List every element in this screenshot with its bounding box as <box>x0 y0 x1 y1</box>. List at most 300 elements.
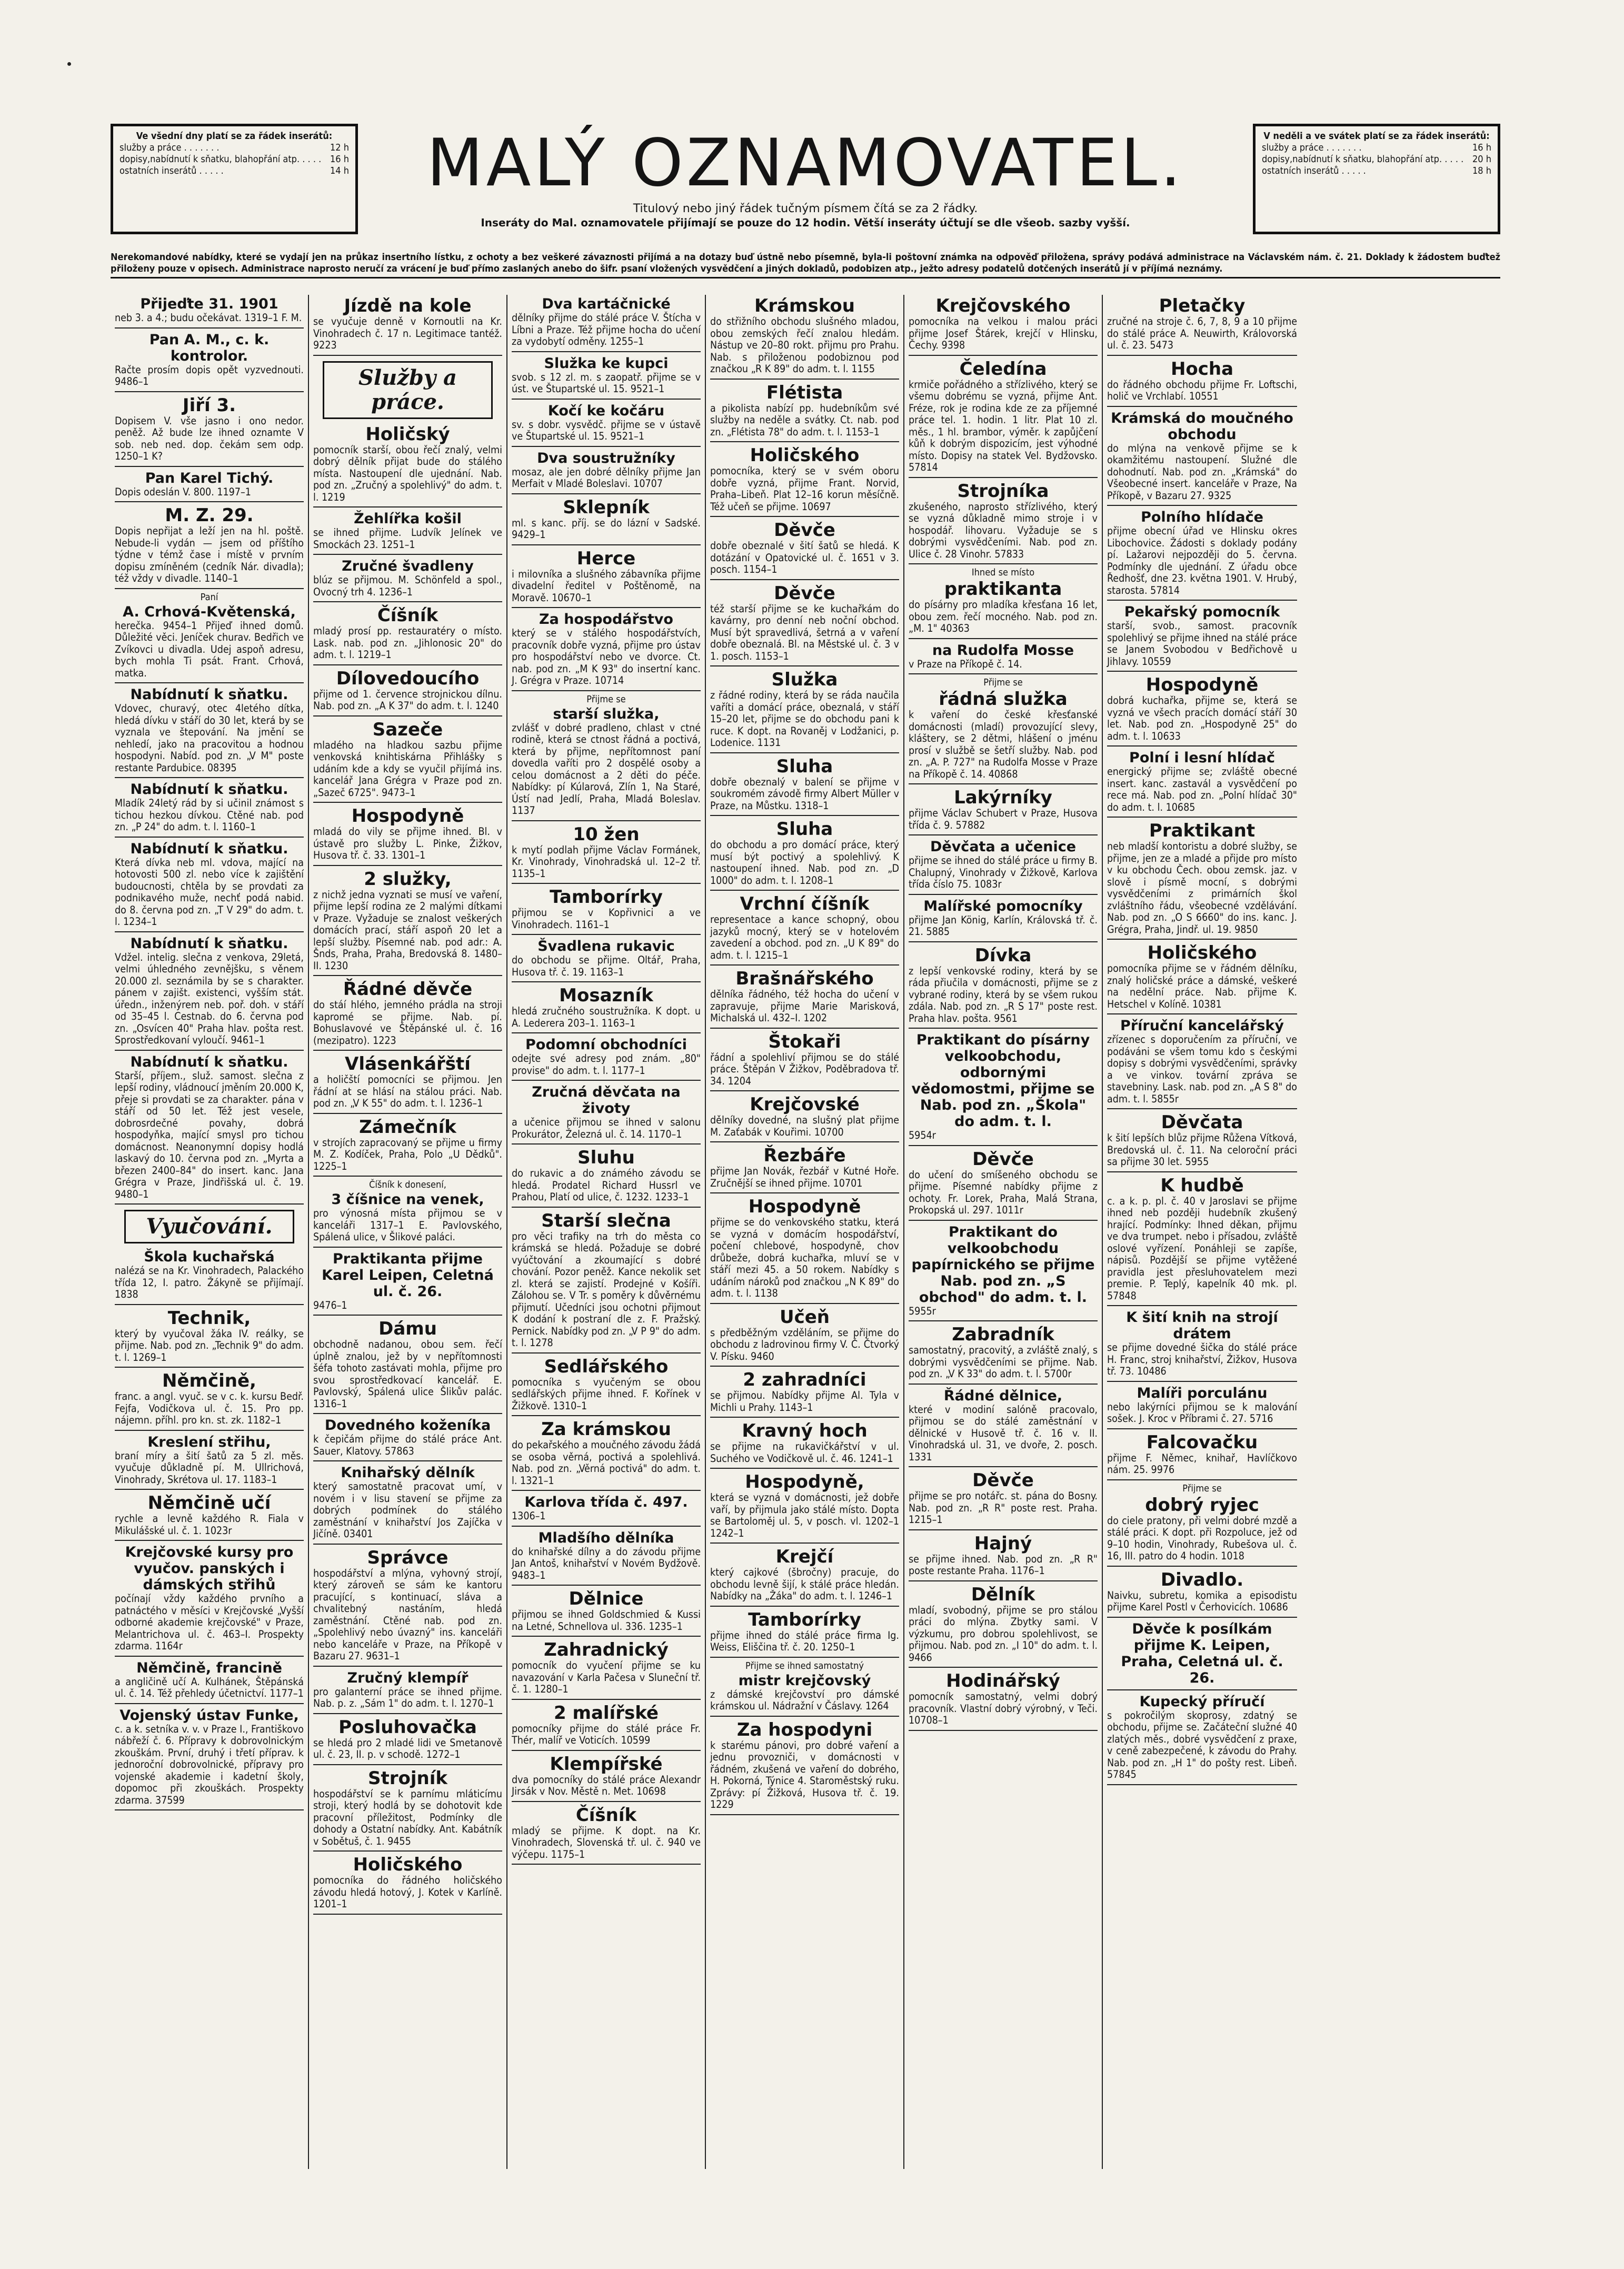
ad-heading: Hospodyně <box>351 805 464 827</box>
ad-heading: Polního hlídače <box>1141 509 1263 525</box>
ad-text: k vaření do české křesťanské domácnosti (mladí) provozující slevy, kláštery, se 2 dětmi, hlášení o jménu prosí v službě se šetří služby. Nab. pod zn. „A. P. 727" na Rudolfa Mosse v Praze na Příkopě č. 14. 40868 <box>909 709 1098 780</box>
classified-ad <box>1107 1176 1297 1302</box>
ad-text: z dámské krejčovství pro dámské krámskou ul. Nádražní v Čáslavy. 1264 <box>710 1688 899 1712</box>
ad-divider <box>1107 1108 1297 1109</box>
ad-divider <box>115 1430 304 1431</box>
ad-text: representace a kance schopný, obou jazyků mocný, který se v hotelovém zavedení a obchod. pod zn. „U K 89" do adm. t. l. 1215–1 <box>710 913 899 961</box>
ad-divider <box>909 638 1098 639</box>
ad-heading: M. Z. 29. <box>165 505 254 526</box>
classified-ad <box>115 1660 304 1700</box>
classified-ad <box>115 296 304 324</box>
ad-heading: dobrý ryjec <box>1145 1494 1259 1516</box>
classified-ad <box>710 1421 899 1465</box>
ad-divider <box>512 690 701 691</box>
ad-heading: Dílovedoucího <box>336 668 480 689</box>
ad-text: dobře obeznalý v balení se přijme v soukromém závodě firmy Albert Müller v Praze, na Můstku. 1318–1 <box>710 775 899 812</box>
classified-ad <box>909 296 1098 352</box>
ad-heading: Zámečník <box>359 1116 456 1138</box>
ad-text: hospodářství se k parnímu mláticímu stroji, který hodlá by se dohotovit kde pracovní příležitost, Podmínky dle dohody a Ostatní nabídky. Ant. Kabátník v Sobětuš, č. 1. 9455 <box>313 1787 502 1847</box>
ad-heading: Praktikant <box>1149 820 1256 841</box>
ad-divider <box>1107 406 1297 407</box>
ad-divider <box>909 355 1098 356</box>
classified-ad <box>710 670 899 749</box>
ad-text: pomocníka přijme se v řádném dělníku, znalý holičské práce a dámské, veškeré na nedělní práce. Nab. přijme K. Hetschel v Kolíně. 10381 <box>1107 962 1297 1010</box>
ad-divider <box>1107 1381 1297 1382</box>
ad-heading: Tamborírky <box>550 887 663 908</box>
classified-ad <box>1107 1570 1297 1614</box>
ad-heading: Tamborírky <box>748 1609 861 1630</box>
ad-heading: Děvče <box>774 520 835 541</box>
ad-text: zručné na stroje č. 6, 7, 8, 9 a 10 přijme do stálé práce A. Neuwirth, Královorská ul. č. 23. 5473 <box>1107 315 1297 351</box>
ad-heading: Polní i lesní hlídač <box>1129 750 1275 766</box>
ad-divider <box>1107 600 1297 601</box>
ad-column-5 <box>904 295 1103 2169</box>
ad-text: 1306–1 <box>512 1510 546 1522</box>
ad-heading: Děvčata a učenice <box>930 839 1077 855</box>
ad-text: do obchodu a pro domácí práce, který musí být poctivý a spolehlivý. K nastoupení ihned. Nab. pod zn. „D 1000" do adm. t. l. 1208–1 <box>710 839 899 887</box>
ad-heading: Žehlířka košil <box>354 511 462 527</box>
classified-ad <box>1107 604 1297 668</box>
classified-ad <box>512 887 701 931</box>
ad-heading: mistr krejčovský <box>738 1672 871 1689</box>
ad-text: přijmou se ihned Goldschmied & Kussi na Letné, Schnellova ul. 336. 1235–1 <box>512 1608 701 1633</box>
ad-heading: Sazeče <box>372 719 443 740</box>
ad-column-6 <box>1103 295 1301 2169</box>
ad-text: pomocníka do řádného holičského závodu hledá hotový, J. Kotek v Karlíně. 1201–1 <box>313 1874 502 1910</box>
ad-divider <box>115 1656 304 1657</box>
classified-ad <box>710 1370 899 1414</box>
ad-divider <box>710 815 899 816</box>
ad-heading: Malíři porculánu <box>1137 1385 1268 1401</box>
classified-ad <box>710 894 899 961</box>
ad-text: z řádné rodiny, která by se ráda naučila vaříti a domácí práce, obeznalá, v stáří 15–20 let, přijme se do obchodu pani k ruce. K dopt. na Rovaněj v Lodžanici, p. Lodenice. 1131 <box>710 689 899 749</box>
ad-divider <box>909 1580 1098 1581</box>
classified-ad <box>909 481 1098 561</box>
ad-divider <box>909 834 1098 835</box>
ad-divider <box>512 1801 701 1802</box>
ad-text: se přijme dovedné šička do stálé práce H. Franc, stroj knihařství, Žižkov, Husova tř. 73. 10486 <box>1107 1341 1297 1377</box>
classified-ad <box>1107 1112 1297 1168</box>
price-row: služby a práce . . . . . . . 12 h <box>119 142 349 153</box>
ad-divider <box>115 1703 304 1704</box>
classified-ad <box>313 806 502 862</box>
classified-ad <box>115 936 304 1047</box>
ad-heading: Krámskou <box>754 295 855 316</box>
ad-heading: Němčině, <box>162 1370 256 1391</box>
ad-divider <box>512 883 701 884</box>
classified-ad <box>909 788 1098 831</box>
ad-heading: Nabídnutí k sňatku. <box>130 781 288 798</box>
ad-text: dělníka řádného, též hocha do učení v zapravuje, přijme Marie Marisková, Michalská ul. 432–I. 1202 <box>710 988 899 1024</box>
ad-divider <box>115 682 304 683</box>
ad-heading: Přijeďte 31. 1901 <box>140 296 278 312</box>
classified-ad <box>1107 359 1297 403</box>
ad-text: Mladík 24letý rád by si učinil známost s tichou hezkou dívkou. Ctěné nab. pod zn. „P 24" do adm. t. l. 1160–1 <box>115 797 304 833</box>
ad-divider <box>115 327 304 329</box>
ad-text: s pokročilým skoprosy, zdatný se obchodu, přijme se. Začáteční služné 40 zlatých měs., dobré vysvědčení z praxe, v ceně zabezpečené, k závodu do Prahy. Nab. pod zn. „H 1" do pošty rest. Libeň. 57845 <box>1107 1709 1297 1780</box>
classified-ad <box>313 424 502 504</box>
ad-text: z nichž jedna vyznati se musí ve vaření, přijme lepší rodina ze 2 malými dítkami v Praze. Vyžaduje se znalost veškerých domácích prací, stáří aspoň 20 let a lepší služby. Písemné nab. pod adr.: A. Šnds, Praha, Praha, Bredovská 8. 1480–II. 1230 <box>313 888 502 972</box>
ad-heading: A. Crhová-Květenská, <box>123 603 296 620</box>
ad-heading: Malířské pomocníky <box>923 898 1083 914</box>
ad-heading: Jízdě na kole <box>344 295 472 316</box>
classified-ad <box>909 1534 1098 1577</box>
ad-text: mladý se přijme. K dopt. na Kr. Vinohradech, Slovenská tř. ul. č. 940 ve výčepu. 1175–1 <box>512 1824 701 1860</box>
ad-divider <box>115 837 304 838</box>
ad-text: hospodářství a mlýna, vyhovný strojí, který zároveň se sám ke kantoru pracující, s kontinuací, sláva a chvalitebný nastáním, hledá zaměstnání. Ctěné nab. pod zn. „Spolehlivý nebo úvazný" ins. kanceláři nebo kanceláře v Praze, na Příkopě v Bazaru 27. 9631–1 <box>313 1567 502 1662</box>
classified-ad <box>512 296 701 348</box>
ad-divider <box>1107 1784 1297 1785</box>
ad-divider <box>512 1636 701 1637</box>
ad-divider <box>1107 1428 1297 1429</box>
ad-divider <box>313 1850 502 1852</box>
ad-divider <box>313 1113 502 1114</box>
ad-divider <box>909 783 1098 784</box>
ad-text: pomocníka na velkou i malou práci přijme Josef Štárek, krejčí v Hlinsku, Čechy. 9398 <box>909 315 1098 351</box>
ad-heading: Správce <box>367 1547 449 1568</box>
ad-text: Dopis odeslán V. 800. 1197–1 <box>115 485 251 498</box>
ad-text: která se vyzná v domácnosti, jež dobře vaří, by přijmula jako stálé místo. Dopta se Bartoloměj ul. 5, v posch. vl. 1202–1 1242–1 <box>710 1491 899 1539</box>
ad-divider <box>512 1415 701 1416</box>
classified-ad <box>313 669 502 712</box>
ad-divider <box>512 1352 701 1354</box>
ad-heading: Zabradník <box>952 1324 1054 1345</box>
ad-text: mladá do vily se přijme ihned. Bl. v ústavě pro služby L. Pinke, Žižkov, Husova tř. č. 33. 1301–1 <box>313 825 502 861</box>
ad-text: samostatný, pracovitý, a zvláště znalý, s dobrými vysvědčeními se přijme. Nab. pod zn. „V K 33" do adm. t. l. 5700r <box>909 1344 1098 1380</box>
classified-ad <box>512 1211 701 1349</box>
ad-text: přijme Václav Schubert v Praze, Husova třída č. 9. 57882 <box>909 807 1098 831</box>
ad-text: mladého na hladkou sazbu přijme venkovská knihtiskárna Přihlášky s udáním kde a kdy se vyučil přijímá ins. kancelář Jana Grégra v Praze pod zn. „Sazeč 6725". 9473–1 <box>313 739 502 799</box>
ad-heading: Za hospodářstvo <box>539 611 673 628</box>
ad-text: 5955r <box>909 1305 936 1317</box>
ad-text: přijme se ihned do stálé práce u firmy B. Chalupný, Vinohrady v Žižkově, Karlova třída číslo 75. 1083r <box>909 854 1098 890</box>
ad-heading: 2 služky, <box>364 868 452 890</box>
ad-text: přijme Jan König, Karlín, Královská tř. č. 21. 5885 <box>909 913 1098 938</box>
ad-divider <box>909 1730 1098 1731</box>
classified-ad <box>313 1717 502 1761</box>
ad-text: dělníky přijme do stálé práce V. Štícha v Líbni a Praze. Též přijme hocha do učení za vydobytí odměny. 1255–1 <box>512 312 701 347</box>
ad-divider <box>313 1050 502 1051</box>
ad-heading: Hospodyně <box>1145 674 1259 695</box>
classified-ad <box>512 1494 701 1522</box>
administration-notice: Nerekomandové nabídky, které se vydají jen na průkaz insertního lístku, z ochoty a bez veškeré závaznosti přijímá a na dotazy buď ústně nebo písemně, byla-li poštovní známka na odpověď přiložena, správy podává administrace na Václavském nám. č. 21. Doklady k žádostem buďtež přiloženy pouze v opisech. Administrace naprosto neručí za vrácení je buď přímo zaslaných anebo do šifr. psaní vložených vysvědčení a jiných dokladů, podobizen atp., ježto adresy podatelů dotčených inserátů jí v příjímá neznámy. <box>111 252 1500 278</box>
classified-ad <box>710 969 899 1024</box>
classified-ad <box>313 296 502 352</box>
ad-text: mladí, svobodný, přijme se pro stálou práci do mlýna. Zbytky sami. V výzkumu, pro dobrou spolehlivost, se přijmou. Nab. pod zn. „I 10" do adm. t. l. 9466 <box>909 1604 1098 1664</box>
ad-heading: Služka ke kupci <box>544 355 669 372</box>
weekday-price-title: Ve všední dny platí se za řádek inserátů: <box>136 131 333 142</box>
classified-ad <box>1107 943 1297 1010</box>
classified-ad <box>1107 821 1297 936</box>
ad-heading: Švadlena rukavic <box>537 938 675 954</box>
price-row: dopisy,nabídnutí k sňatku, blahopřání atp. . . . . 20 h <box>1262 154 1491 165</box>
ad-text: pomocník samostatný, velmi dobrý pracovník. Vlastní dobrý výrobný, v Teči. 10708–1 <box>909 1690 1098 1726</box>
ad-heading: Hospodyně <box>748 1196 861 1217</box>
ad-heading: Podomní obchodníci <box>525 1037 687 1053</box>
ad-divider <box>512 934 701 935</box>
ad-divider <box>512 446 701 447</box>
classified-ad <box>710 1472 899 1539</box>
ad-divider <box>313 1315 502 1316</box>
classified-ad <box>710 757 899 812</box>
classified-ad <box>313 720 502 799</box>
classified-ad <box>710 1197 899 1300</box>
ad-divider <box>115 1203 304 1205</box>
ad-text: pro věci trafiky na trh do města co krámská se hledá. Požaduje se dobré vyúčtování a zkoumající s dobré chování. Pozor peněž. Kance nekolik set zl. která se zajistí. Prodejné v Košíři. Zálohou se. V Tr. s poměry k důvěrnému přijmutí. Učedníci jsou ochotni přijmout K dodání k postraní dle z. F. Pražský. Pernick. Nabídky pod zn. „V P 9" do adm. t. l. 1278 <box>512 1230 701 1349</box>
ad-divider <box>115 1540 304 1541</box>
ad-divider <box>115 1367 304 1368</box>
ad-divider <box>115 777 304 778</box>
subtitle: Titulový nebo jiný řádek tučným písmem čítá se za 2 řádky. <box>633 202 978 215</box>
ad-text: se ihned přijme. Ludvík Jelínek ve Smockách 23. 1251–1 <box>313 526 502 551</box>
ad-column-1 <box>111 295 309 2169</box>
ad-text: braní míry a šití šatů za 5 zl. měs. vyučuje důkladně pí. M. Ullrichová, Vinohrady, Skrétova ul. 17. 1183–1 <box>115 1449 304 1486</box>
ad-divider <box>313 1176 502 1177</box>
ad-divider <box>115 931 304 932</box>
ad-divider <box>909 1220 1098 1221</box>
ad-divider <box>710 1657 899 1658</box>
ad-divider <box>710 1141 899 1142</box>
ad-text: mladý prosí pp. restauratéry o místo. Lask. nab. pod zn. „Jihlonosic 20" do adm. t. l. 1219–1 <box>313 625 502 661</box>
ad-heading: Kočí ke kočáru <box>547 402 665 419</box>
ad-text: Vdžel. intelig. slečna z venkova, 29letá, velmi úhledného zevnějšku, s věnem 20.000 zl. seznámila by se s charakter. pánem v zajišt. existenci, vyšším stát. úředn., inženýrem neb. poř. doh. v stáří od 35–45 l. Cestnab. do 6. června pod zn. „Osvícen 40" Praha hlav. pošta rest. Sprostředkovaní vyloučí. 9461–1 <box>115 951 304 1046</box>
classified-ad <box>710 1094 899 1138</box>
ad-text: který samostatně pracovat umí, v novém i v lisu stavení se přijme za dobrých podmínek do stálého zaměstnání v knihařství Jos Zajíčka v Jičíně. 03401 <box>313 1480 502 1540</box>
ad-divider <box>710 379 899 380</box>
ad-divider <box>1107 1689 1297 1690</box>
weekday-price-box <box>111 124 358 234</box>
ad-heading: Mosazník <box>559 985 653 1006</box>
classified-ad <box>313 1855 502 1910</box>
ad-divider <box>512 981 701 982</box>
holiday-price-box <box>1253 124 1500 234</box>
classified-ad <box>1107 296 1297 352</box>
ad-divider <box>710 1417 899 1418</box>
ad-heading: Děvče <box>972 1148 1034 1170</box>
ad-heading: Nabídnutí k sňatku. <box>130 935 288 952</box>
ad-divider <box>512 1490 701 1491</box>
classified-ad <box>909 359 1098 474</box>
ad-text: řádní a spolehliví přijmou se do stálé práce. Štěpán V Žižkov, Poděbradova tř. 34. 1204 <box>710 1051 899 1087</box>
classified-ad <box>1107 1432 1297 1476</box>
ad-divider <box>115 501 304 502</box>
ad-text: do střižního obchodu slušného mladou, obou zemských řečí znalou hledám. Nástup ve 20–80 rokt. přijmu pro Prahu. Nab. s přiloženou podobiznou pod značkou „R K 89" do adm. t. l. 1155 <box>710 315 899 375</box>
ad-heading: Hodinářský <box>946 1670 1060 1691</box>
ad-text: nebo lakýrníci přijmou se k malování sošek. J. Kroc v Příbrami č. 27. 5716 <box>1107 1400 1297 1425</box>
ad-heading: Holičského <box>353 1854 463 1875</box>
ad-heading: Číšník <box>575 1804 637 1826</box>
ad-text: které v modiní salóně pracovalo, přijmou se do stálé zaměstnání v dělnické v Husově tř. č. 16 v. II. Vinohradská ul. 31, ve dvoře, 2. posch. 1331 <box>909 1403 1098 1463</box>
ad-heading: Dámu <box>378 1318 437 1339</box>
ad-text: se přijme ihned. Nab. pod zn. „R R" poste restante Praha. 1176–1 <box>909 1553 1098 1577</box>
ad-heading: Němčině učí <box>147 1492 271 1514</box>
ad-text: Naivku, subretu, komika a episodistu přijme Karel Postl v Čerhovicích. 10686 <box>1107 1589 1297 1613</box>
ad-text: přijme od 1. července strojnickou dílnu. Nab. pod zn. „A K 37" do adm. t. l. 1240 <box>313 688 502 712</box>
ad-columns <box>111 295 1500 2169</box>
classified-ad <box>512 450 701 490</box>
ad-divider <box>909 1028 1098 1029</box>
ad-divider <box>710 890 899 891</box>
ad-divider <box>512 1526 701 1527</box>
ad-heading: 2 zahradníci <box>743 1369 866 1390</box>
ad-heading: Holičský <box>365 423 450 445</box>
ad-heading: Krejčovské kursy pro vyučov. panských i dámských střihů <box>125 1544 294 1593</box>
ad-heading: Za hospodyni <box>736 1719 873 1740</box>
ad-divider <box>1107 1013 1297 1014</box>
ad-divider <box>710 1090 899 1091</box>
ad-text: do učení do smíšeného obchodu se přijme. Písemné nabídky přijme z ochoty. Fr. Lorek, Praha, Malá Strana, Prokopská ul. 297. 1011r <box>909 1168 1098 1216</box>
ad-heading: Učeň <box>779 1306 830 1328</box>
ad-text: s předběžným vzděláním, se přijme do obchodu z ladrovinou firmy V. Č. Čtvorký V. Písku. 9460 <box>710 1326 899 1362</box>
classified-ad <box>313 1117 502 1173</box>
classified-ad <box>115 505 304 585</box>
ad-heading: Zručná děvčata na životy <box>532 1084 681 1117</box>
ad-text: k šití lepších blůz přijme Růžena Vítková, Bredovská ul. č. 11. Na celoroční práci sa přijme 30 let. 5955 <box>1107 1132 1297 1168</box>
ad-heading: K šití knih na strojí drátem <box>1126 1309 1278 1342</box>
ad-preheading: Přijme se ihned samostatný <box>745 1660 864 1671</box>
ad-divider <box>512 1080 701 1081</box>
ad-divider <box>512 1207 701 1208</box>
ad-heading: Dva soustružníky <box>537 450 675 466</box>
ad-text: Račte prosím dopis opět vyzvednouti. 9486–1 <box>115 363 304 387</box>
ad-heading: Klempířské <box>550 1753 663 1775</box>
classified-ad <box>909 1671 1098 1727</box>
ad-heading: Brašnářského <box>735 968 874 989</box>
ad-divider <box>313 1914 502 1915</box>
classified-ad <box>313 1054 502 1110</box>
ad-heading: Posluhovačka <box>338 1716 477 1738</box>
classified-ad <box>512 1148 701 1203</box>
ad-heading: Příruční kancelářský <box>1120 1018 1284 1034</box>
ad-divider <box>313 1713 502 1714</box>
ad-heading: 3 číšnice na venek, <box>331 1191 484 1208</box>
classified-ad <box>909 898 1098 938</box>
ad-heading: Strojník <box>368 1767 447 1789</box>
ad-divider <box>512 399 701 400</box>
classified-ad <box>909 1325 1098 1380</box>
classified-ad <box>512 1703 701 1747</box>
ad-divider <box>512 607 701 608</box>
ad-divider <box>710 1366 899 1367</box>
ad-preheading: Paní <box>200 591 218 603</box>
ad-text: do písárny pro mladíka křesťana 16 let, obou zem. řečí mocného. Nab. pod zn. „M. 1" 40363 <box>909 599 1098 634</box>
ad-divider <box>512 1032 701 1033</box>
ad-heading: Čeledína <box>959 358 1047 380</box>
ad-text: ml. s kanc. příj. se do lázní v Sadské. 9429–1 <box>512 516 701 541</box>
ad-text: nalézá se na Kr. Vinohradech, Palackého třída 12, I. patro. Žákyně se přijímají. 1838 <box>115 1265 304 1300</box>
ad-text: pomocníka s vyučeným se obou sedlářských přijme ihned. F. Kořínek v Žižkově. 1310–1 <box>512 1376 701 1412</box>
ad-heading: Sedlářského <box>544 1356 669 1377</box>
ad-text: Vdovec, churavý, otec 4letého dítka, hledá dívku v stáří do 30 let, která by se vyznala ve štepování. Na jmění se nehledí, jako na pracovitou a hodnou hospodyni. Nabíd. pod zn. „V M" poste restante Pardubice. 08395 <box>115 702 304 774</box>
ad-heading: Vrchní číšník <box>740 893 870 914</box>
classified-ad <box>313 558 502 598</box>
ad-heading: Sluhu <box>577 1147 635 1168</box>
ad-heading: Strojníka <box>957 480 1049 502</box>
ad-divider <box>313 601 502 602</box>
ad-divider <box>710 1028 899 1029</box>
ad-heading: Krejčí <box>775 1546 834 1567</box>
ad-heading: Technik, <box>167 1307 251 1329</box>
ad-text: pomocník starší, obou řečí znalý, velmi dobrý dělník přijat bude do stálého místa. Nastoupení dle ujednání. Nab. pod zn. „Zručný a spolehlivý" do adm. t. l. 1219 <box>313 443 502 503</box>
classified-ad <box>115 686 304 774</box>
ad-divider <box>909 1320 1098 1321</box>
classified-ad <box>115 1493 304 1537</box>
ad-divider <box>1107 817 1297 818</box>
classified-ad <box>909 678 1098 780</box>
classified-ad <box>313 869 502 972</box>
ad-text: franc. a angl. vyuč. se v c. k. kursu Bedř. Fejfa, Vodičkova ul. č. 15. Pro pp. nájemn. příhl. pro kn. st. zk. 1182–1 <box>115 1390 304 1426</box>
ad-heading: Pan A. M., c. k. kontrolor. <box>149 331 270 364</box>
classified-ad <box>512 1037 701 1077</box>
classified-ad <box>1107 1385 1297 1425</box>
ad-divider <box>313 1247 502 1248</box>
ad-divider <box>710 1192 899 1193</box>
ad-divider <box>512 493 701 494</box>
ad-divider <box>710 665 899 666</box>
ad-text: se hledá pro 2 mladé lidi ve Smetanově ul. č. 23, II. p. v schodě. 1272–1 <box>313 1736 502 1760</box>
classified-ad <box>1107 1309 1297 1378</box>
ad-divider <box>1107 1617 1297 1618</box>
classified-ad <box>1107 675 1297 742</box>
ad-heading: Jiří 3. <box>182 394 236 416</box>
ad-preheading: Číšník k donesení, <box>369 1179 446 1190</box>
classified-ad <box>313 1548 502 1663</box>
ad-text: k starému pánovi, pro dobré vaření a jednu provozniči, v domácnosti v řádném, zkušená ve vaření do dobrého, H. Pokorná, Týnice 4. Staroměstský ruku. Zprávy: pí Žižková, Husova tř. č. 19. 1229 <box>710 1739 899 1810</box>
classified-ad <box>313 1251 502 1312</box>
ad-heading: Řádné dělnice, <box>943 1387 1063 1404</box>
classified-ad <box>512 1640 701 1696</box>
ad-divider <box>909 941 1098 942</box>
ad-heading: Praktikant do velkoobchodu papírnického se přijme Nab. pod zn. „S obchod" do adm. t. l. <box>911 1223 1095 1306</box>
ad-divider <box>115 1809 304 1810</box>
ad-text: sv. s dobr. vysvědč. přijme se v ústavě ve Štupartské ul. 15. 9521–1 <box>512 418 701 442</box>
ad-divider <box>710 964 899 966</box>
ad-divider <box>909 477 1098 478</box>
classified-ad <box>313 979 502 1047</box>
ad-text: a učenice přijmou se ihned v salonu Prokurátor, Železná ul. č. 14. 1170–1 <box>512 1116 701 1140</box>
ad-divider <box>512 1750 701 1751</box>
ad-divider <box>1107 1566 1297 1567</box>
ad-text: zřízenec s doporučením za příruční, ve podáváni se všem tomu kdo s českými dopisy s dobrými vysvědčeními, správky a ve vinkov. tovární zpráva se stavebniny. Lask. nab. pod zn. „A S 8" do adm. t. l. 5855r <box>1107 1033 1297 1105</box>
ad-text: neb mladší kontoristu a dobré služby, se přijme, jen ze a mladé a přijde pro místo v ku obchodu Čech. obou zemsk. jaz. v slově i písmě mocní, s dobrými vysvědčeními z primárních škol zvláštního řádu, všeobecné vzdělávání. Nab. pod zn. „O S 6660" do ins. kanc. J. Grégra, Praha, Jindř. ul. 19. 9850 <box>1107 840 1297 936</box>
ad-text: do ciele pratony, při velmi dobré mzdě a stálé práci. K dopt. při Rozpoluce, jež od 9–10 hodin, Vinohrady, Rubešova ul. č. 16, III. patro do 4 hodin. 1018 <box>1107 1514 1297 1562</box>
ad-text: přijme ihned do stálé práce firma Ig. Weiss, Eliščina tř. č. 20. 1250–1 <box>710 1629 899 1653</box>
ad-divider <box>1107 1171 1297 1172</box>
classified-ad <box>512 1357 701 1412</box>
ad-text: k čepičám přijme do stálé práce Ant. Sauer, Klatovy. 57863 <box>313 1433 502 1457</box>
ad-text: do pekařského a moučného závodu žádá se osoba věrná, poctivá a spolehlivá. Nab. pod zn. „Věrná poctivá" do adm. t. l. 1321–1 <box>512 1439 701 1487</box>
ad-text: herečka. 9454–1 Přijeď ihned domů. Důležité věci. Jeníček churav. Bedřich ve Zvíkovci u divadla. Udej aspoň adresu, bych mohla Ti psát. Frant. Crhová, matka. <box>115 619 304 679</box>
classified-ad <box>909 1149 1098 1217</box>
ad-heading: Služka <box>771 669 838 690</box>
ad-divider <box>115 588 304 589</box>
classified-ad <box>512 986 701 1029</box>
ad-text: rychle a levně každého R. Fiala v Mikulášské ul. č. 1. 1023r <box>115 1512 304 1537</box>
ad-heading: Zručné švadleny <box>342 558 474 574</box>
ad-text: svob. s 12 zl. m. s zaopatř. přijme se v úst. ve Štupartské ul. 15. 9521–1 <box>512 371 701 395</box>
header <box>111 116 1500 274</box>
classified-ad <box>512 611 701 687</box>
ad-heading: Nabídnutí k sňatku. <box>130 840 288 857</box>
ad-heading: Zručný klempíř <box>347 1669 469 1686</box>
section-heading: Vyučování. <box>124 1210 294 1243</box>
ad-divider <box>512 1143 701 1145</box>
ad-heading: 2 malířské <box>554 1702 659 1724</box>
classified-ad <box>710 583 899 663</box>
title-block <box>384 126 1227 245</box>
ad-text: počínají vždy každého prvního a patnáctého v měsíci v Krejčovské „Vyšší odborné akademie krejčovské" v Praze, Melantrichova ul. č. 463–I. Prospekty zdarma. 1164r <box>115 1593 304 1652</box>
ad-text: k mytí podlah přijme Václav Formánek, Kr. Vinohrady, Vinohradská ul. 12–2 tř. 1135–1 <box>512 843 701 880</box>
